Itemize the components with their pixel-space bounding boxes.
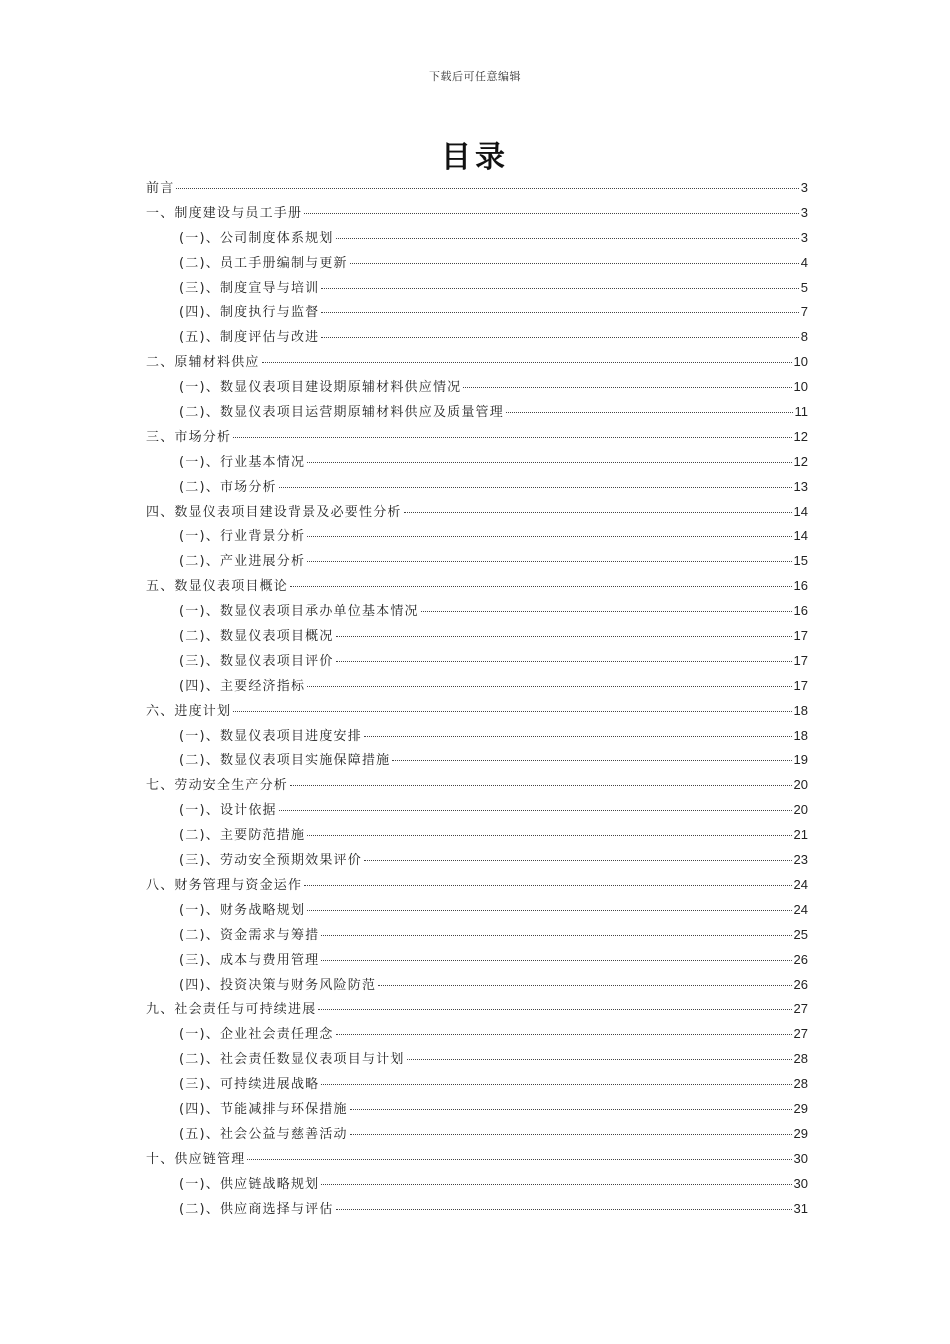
- toc-entry[interactable]: [146, 798, 808, 823]
- toc-entry-page-number: 31: [793, 1200, 808, 1216]
- toc-dot-leader: [304, 213, 799, 214]
- toc-entry[interactable]: [146, 475, 808, 500]
- toc-entry-page-number: 11: [794, 404, 808, 420]
- toc-dot-leader: [321, 337, 798, 338]
- toc-entry-label: 三、市场分析: [146, 429, 232, 445]
- toc-entry[interactable]: [146, 748, 808, 773]
- toc-entry[interactable]: [146, 1147, 808, 1172]
- toc-entry-page-number: 30: [793, 1175, 808, 1191]
- toc-entry-label: 五、数显仪表项目概论: [146, 579, 289, 595]
- toc-dot-leader: [336, 661, 792, 662]
- toc-entry[interactable]: [146, 1047, 808, 1072]
- toc-entry[interactable]: [146, 1172, 808, 1197]
- toc-dot-leader: [233, 711, 791, 712]
- toc-entry-label: 一、制度建设与员工手册: [146, 205, 303, 221]
- toc-entry[interactable]: [146, 1097, 808, 1122]
- toc-entry-label: 四、数显仪表项目建设背景及必要性分析: [146, 504, 402, 520]
- toc-entry-label: (一)、行业基本情况: [179, 454, 306, 470]
- toc-dot-leader: [407, 1059, 792, 1060]
- toc-entry-page-number: 17: [793, 652, 808, 668]
- toc-dot-leader: [290, 785, 792, 786]
- toc-entry[interactable]: [146, 251, 808, 276]
- toc-entry[interactable]: [146, 624, 808, 649]
- toc-entry[interactable]: [146, 823, 808, 848]
- toc-dot-leader: [364, 860, 792, 861]
- toc-dot-leader: [336, 636, 792, 637]
- toc-entry[interactable]: [146, 276, 808, 301]
- toc-dot-leader: [421, 611, 792, 612]
- toc-entry-label: (二)、市场分析: [179, 479, 277, 495]
- toc-entry-page-number: 7: [800, 304, 808, 320]
- toc-dot-leader: [176, 188, 798, 189]
- toc-entry[interactable]: [146, 599, 808, 624]
- toc-entry-page-number: 28: [793, 1051, 808, 1067]
- toc-entry-page-number: 26: [793, 976, 808, 992]
- toc-entry[interactable]: [146, 997, 808, 1022]
- toc-entry-label: (五)、社会公益与慈善活动: [179, 1126, 348, 1142]
- toc-dot-leader: [350, 1109, 792, 1110]
- toc-entry[interactable]: [146, 201, 808, 226]
- toc-entry-label: (三)、成本与费用管理: [179, 952, 320, 968]
- toc-dot-leader: [307, 910, 791, 911]
- toc-entry-label: (一)、数显仪表项目建设期原辅材料供应情况: [179, 380, 462, 396]
- toc-entry-page-number: 10: [793, 379, 808, 395]
- toc-entry-label: (三)、制度宣导与培训: [179, 280, 320, 296]
- toc-entry[interactable]: [146, 649, 808, 674]
- toc-entry-label: 八、财务管理与资金运作: [146, 877, 303, 893]
- toc-dot-leader: [307, 835, 791, 836]
- toc-entry[interactable]: [146, 873, 808, 898]
- toc-dot-leader: [321, 288, 798, 289]
- toc-title: 目录: [441, 140, 509, 175]
- toc-entry-page-number: 14: [793, 503, 808, 519]
- toc-entry-page-number: 20: [793, 777, 808, 793]
- toc-entry-label: (二)、主要防范措施: [179, 828, 306, 844]
- toc-entry[interactable]: [146, 574, 808, 599]
- toc-entry-label: (三)、劳动安全预期效果评价: [179, 853, 362, 869]
- toc-entry[interactable]: [146, 176, 808, 201]
- toc-entry[interactable]: [146, 724, 808, 749]
- toc-entry-label: (四)、制度执行与监督: [179, 305, 320, 321]
- toc-entry-page-number: 24: [793, 901, 808, 917]
- toc-entry[interactable]: [146, 973, 808, 998]
- toc-entry-label: (四)、节能减排与环保措施: [179, 1101, 348, 1117]
- toc-dot-leader: [290, 586, 792, 587]
- toc-entry-label: (一)、数显仪表项目进度安排: [179, 728, 362, 744]
- toc-entry-label: (一)、供应链战略规划: [179, 1176, 320, 1192]
- toc-entry-label: (四)、主要经济指标: [179, 678, 306, 694]
- toc-entry-page-number: 18: [793, 702, 808, 718]
- toc-entry[interactable]: [146, 350, 808, 375]
- toc-dot-leader: [336, 1034, 792, 1035]
- toc-entry-label: 二、原辅材料供应: [146, 355, 260, 371]
- toc-entry-page-number: 13: [793, 478, 808, 494]
- toc-entry-page-number: 19: [793, 752, 808, 768]
- toc-dot-leader: [321, 935, 791, 936]
- toc-dot-leader: [279, 487, 792, 488]
- toc-entry-page-number: 16: [793, 578, 808, 594]
- toc-dot-leader: [318, 1009, 791, 1010]
- toc-entry-page-number: 25: [793, 926, 808, 942]
- toc-entry-label: 九、社会责任与可持续进展: [146, 1002, 317, 1018]
- toc-entry[interactable]: [146, 375, 808, 400]
- toc-entry-page-number: 17: [793, 628, 808, 644]
- toc-entry[interactable]: [146, 524, 808, 549]
- toc-entry-page-number: 4: [800, 254, 808, 270]
- toc-entry-page-number: 15: [793, 553, 808, 569]
- toc-entry-page-number: 8: [800, 329, 808, 345]
- toc-entry-page-number: 26: [793, 951, 808, 967]
- toc-entry[interactable]: [146, 1197, 808, 1222]
- toc-dot-leader: [378, 985, 791, 986]
- toc-dot-leader: [321, 312, 798, 313]
- toc-entry-page-number: 18: [793, 727, 808, 743]
- toc-entry[interactable]: [146, 549, 808, 574]
- toc-entry-page-number: 14: [793, 528, 808, 544]
- toc-entry-page-number: 3: [800, 204, 808, 220]
- toc-entry-label: 前言: [146, 181, 175, 196]
- toc-dot-leader: [307, 686, 791, 687]
- toc-dot-leader: [304, 885, 791, 886]
- toc-entry[interactable]: [146, 450, 808, 475]
- toc-dot-leader: [350, 1134, 792, 1135]
- toc-entry[interactable]: [146, 325, 808, 350]
- toc-entry-label: 七、劳动安全生产分析: [146, 778, 289, 794]
- toc-entry-label: (二)、数显仪表项目实施保障措施: [179, 753, 391, 769]
- toc-dot-leader: [321, 960, 791, 961]
- toc-entry-label: (一)、企业社会责任理念: [179, 1027, 334, 1043]
- toc-entry-label: (二)、产业进展分析: [179, 554, 306, 570]
- toc-entry[interactable]: [146, 300, 808, 325]
- toc-entry[interactable]: [146, 699, 808, 724]
- toc-dot-leader: [404, 512, 792, 513]
- toc-entry-page-number: 12: [793, 428, 808, 444]
- toc-entry-label: (二)、员工手册编制与更新: [179, 255, 348, 271]
- toc-entry[interactable]: [146, 400, 808, 425]
- toc-entry-label: (二)、数显仪表项目运营期原辅材料供应及质量管理: [179, 405, 504, 421]
- toc-entry-page-number: 16: [793, 603, 808, 619]
- toc-entry-page-number: 27: [793, 1026, 808, 1042]
- toc-entry-label: (五)、制度评估与改进: [179, 330, 320, 346]
- toc-entry-label: (三)、可持续进展战略: [179, 1077, 320, 1093]
- toc-entry-page-number: 23: [793, 852, 808, 868]
- toc-dot-leader: [262, 362, 792, 363]
- toc-dot-leader: [247, 1159, 791, 1160]
- toc-dot-leader: [307, 561, 791, 562]
- toc-entry-page-number: 5: [800, 279, 808, 295]
- toc-entry-page-number: 10: [793, 354, 808, 370]
- toc-entry-page-number: 20: [793, 802, 808, 818]
- toc-entry-page-number: 24: [793, 876, 808, 892]
- toc-entry[interactable]: [146, 1022, 808, 1047]
- header-note: 下载后可任意编辑: [429, 70, 521, 83]
- toc-dot-leader: [364, 736, 792, 737]
- toc-entry[interactable]: [146, 500, 808, 525]
- toc-entry-page-number: 28: [793, 1076, 808, 1092]
- toc-entry-label: (一)、数显仪表项目承办单位基本情况: [179, 604, 419, 620]
- toc-entry-page-number: 27: [793, 1001, 808, 1017]
- toc-entry-label: (一)、财务战略规划: [179, 902, 306, 918]
- toc-entry-label: 十、供应链管理: [146, 1151, 246, 1167]
- toc-entry-label: (二)、社会责任数显仪表项目与计划: [179, 1052, 405, 1068]
- toc-entry-label: 六、进度计划: [146, 703, 232, 719]
- toc-entry-page-number: 3: [800, 180, 808, 195]
- table-of-contents: [146, 176, 808, 1221]
- toc-entry-page-number: 29: [793, 1100, 808, 1116]
- toc-entry-label: (二)、数显仪表项目概况: [179, 629, 334, 645]
- toc-entry-page-number: 17: [793, 677, 808, 693]
- toc-entry[interactable]: [146, 226, 808, 251]
- toc-dot-leader: [307, 462, 791, 463]
- toc-entry[interactable]: [146, 923, 808, 948]
- toc-dot-leader: [321, 1084, 791, 1085]
- toc-entry[interactable]: [146, 1072, 808, 1097]
- toc-entry-label: (三)、数显仪表项目评价: [179, 653, 334, 669]
- toc-entry[interactable]: [146, 1122, 808, 1147]
- toc-dot-leader: [392, 760, 791, 761]
- toc-entry-page-number: 3: [800, 229, 808, 245]
- toc-dot-leader: [279, 810, 792, 811]
- toc-dot-leader: [321, 1184, 791, 1185]
- toc-entry[interactable]: [146, 948, 808, 973]
- toc-entry[interactable]: [146, 848, 808, 873]
- toc-entry-label: (四)、投资决策与财务风险防范: [179, 977, 377, 993]
- toc-entry-label: (一)、行业背景分析: [179, 529, 306, 545]
- toc-dot-leader: [307, 536, 791, 537]
- toc-dot-leader: [506, 412, 793, 413]
- toc-entry-page-number: 21: [793, 827, 808, 843]
- toc-entry-page-number: 30: [793, 1150, 808, 1166]
- toc-entry[interactable]: [146, 674, 808, 699]
- toc-dot-leader: [463, 387, 791, 388]
- toc-entry-label: (一)、公司制度体系规划: [179, 230, 334, 246]
- toc-entry[interactable]: [146, 425, 808, 450]
- toc-dot-leader: [233, 437, 791, 438]
- toc-entry[interactable]: [146, 773, 808, 798]
- toc-entry-label: (二)、资金需求与筹措: [179, 927, 320, 943]
- toc-entry[interactable]: [146, 898, 808, 923]
- toc-dot-leader: [336, 1209, 792, 1210]
- toc-entry-label: (一)、设计依据: [179, 803, 277, 819]
- toc-dot-leader: [336, 238, 799, 239]
- toc-entry-page-number: 12: [793, 453, 808, 469]
- toc-entry-page-number: 29: [793, 1125, 808, 1141]
- toc-entry-label: (二)、供应商选择与评估: [179, 1201, 334, 1217]
- toc-dot-leader: [350, 263, 799, 264]
